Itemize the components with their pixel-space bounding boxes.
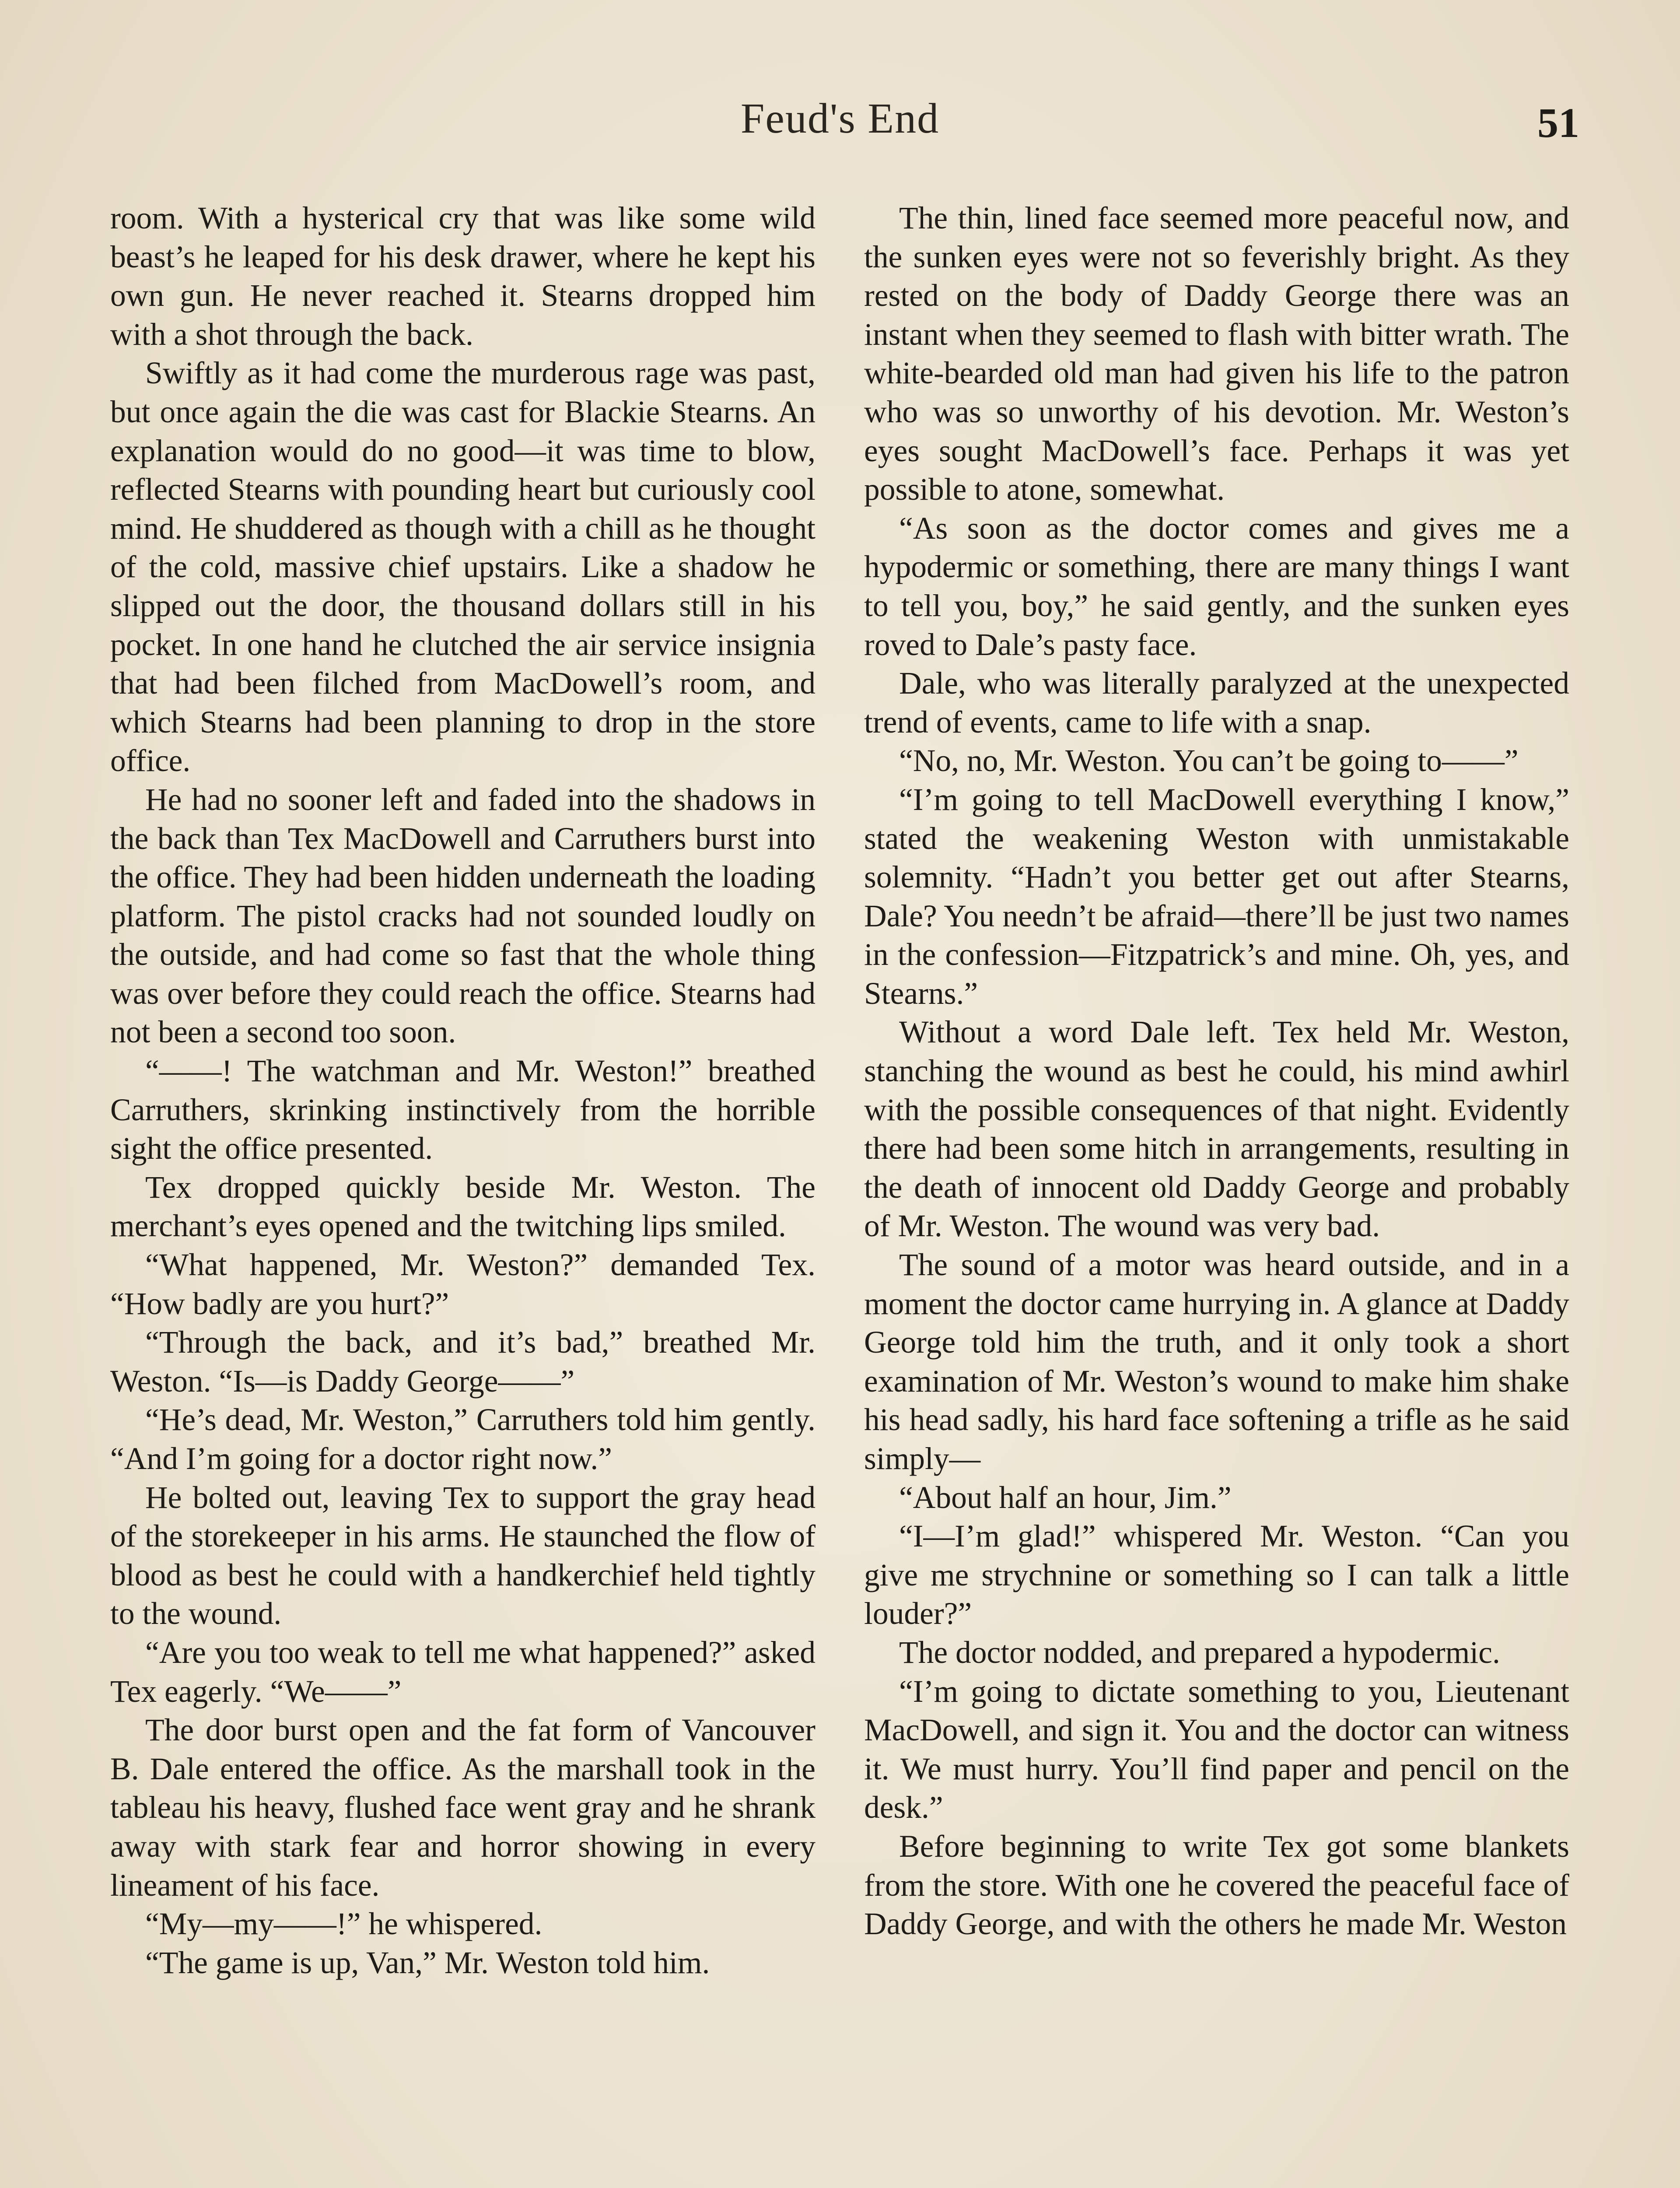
paragraph: Without a word Dale left. Tex held Mr. Weston, stanching the wound as best he could, his mind awhirl with the possible consequences of that night. Evidently there had been some hitch in arrangements, resulting in the death of innocent old Daddy George and probably of Mr. Weston. The wound was very bad.	[864, 1015, 1569, 1244]
paragraph: room. With a hysterical cry that was like some wild beast’s he leaped for his desk drawer, where he kept his own gun. He never reached it. Stearns dropped him with a shot through the back.	[110, 201, 816, 352]
paragraph: “Are you too weak to tell me what happened?” asked Tex eagerly. “We——”	[110, 1635, 816, 1709]
paragraph: “I’m going to tell MacDowell everything I know,” stated the weakening Weston with unmistakable solemnity. “Hadn’t you better get out after Stearns, Dale? You needn’t be afraid—there’ll be just two names in the confession—Fitzpatrick’s and mine. Oh, yes, and Stearns.”	[864, 782, 1569, 1011]
paragraph: Swiftly as it had come the murderous rage was past, but once again the die was cast for Blackie Stearns. An explanation would do no good—it was time to blow, reflected Stearns with pounding heart but curiously cool mind. He shuddered as though with a chill as he thought of the cold, massive chief upstairs. Like a shadow he slipped out the door, the thousand dollars still in his pocket. In one hand he clutched the air service insignia that had been filched from MacDowell’s room, and which Stearns had been planning to drop in the store office.	[110, 356, 816, 778]
paragraph: He bolted out, leaving Tex to support the gray head of the storekeeper in his arms. He staunched the flow of blood as best he could with a handkerchief held tightly to the wound.	[110, 1480, 816, 1631]
running-title: Feud's End	[740, 95, 940, 142]
paragraph: “He’s dead, Mr. Weston,” Carruthers told him gently. “And I’m going for a doctor right now.”	[110, 1403, 816, 1476]
paragraph: Before beginning to write Tex got some blankets from the store. With one he covered the peaceful face of Daddy George, and with the others he made Mr. Weston	[864, 1829, 1569, 1942]
paragraph: He had no sooner left and faded into the shadows in the back than Tex MacDowell and Carruthers burst into the office. They had been hidden underneath the loading platform. The pistol cracks had not sounded loudly on the outside, and had come so fast that the whole thing was over before they could reach the office. Stearns had not been a second too soon.	[110, 782, 816, 1050]
paragraph: The doctor nodded, and prepared a hypodermic.	[899, 1635, 1500, 1670]
page-number: 51	[1537, 99, 1579, 146]
paragraph: The sound of a motor was heard outside, and in a moment the doctor came hurrying in. A glance at Daddy George told him the truth, and it only took a short examination of Mr. Weston’s wound to make him shake his head sadly, his hard face softening a trifle as he said simply—	[864, 1248, 1569, 1476]
paragraph: “No, no, Mr. Weston. You can’t be going to——”	[899, 743, 1519, 778]
paragraph: “As soon as the doctor comes and gives me a hypodermic or something, there are many things I want to tell you, boy,” he said gently, and the sunken eyes roved to Dale’s pasty face.	[864, 511, 1569, 662]
paragraph: Dale, who was literally paralyzed at the unexpected trend of events, came to life with a snap.	[864, 666, 1569, 740]
paragraph: “The game is up, Van,” Mr. Weston told him.	[145, 1945, 710, 1980]
paragraph: Tex dropped quickly beside Mr. Weston. The merchant’s eyes opened and the twitching lips smiled.	[110, 1170, 816, 1244]
paragraph: “Through the back, and it’s bad,” breathed Mr. Weston. “Is—is Daddy George——”	[110, 1325, 816, 1399]
paragraph: “My—my——!” he whispered.	[145, 1907, 542, 1942]
left-column	[110, 199, 816, 1982]
paragraph: “I’m going to dictate something to you, Lieutenant MacDowell, and sign it. You and the doctor can witness it. We must hurry. You’ll find paper and pencil on the desk.”	[864, 1674, 1569, 1825]
right-column	[864, 199, 1569, 1944]
paragraph: The thin, lined face seemed more peaceful now, and the sunken eyes were not so feverishly bright. As they rested on the body of Daddy George there was an instant when they seemed to flash with bitter wrath. The white-bearded old man had given his life to the patron who was so unworthy of his devotion. Mr. Weston’s eyes sought MacDowell’s face. Perhaps it was yet possible to atone, somewhat.	[864, 201, 1569, 507]
paragraph: “About half an hour, Jim.”	[899, 1480, 1232, 1515]
paragraph: “I—I’m glad!” whispered Mr. Weston. “Can you give me strychnine or something so I can talk a little louder?”	[864, 1519, 1569, 1631]
paragraph: The door burst open and the fat form of Vancouver B. Dale entered the office. As the marshall took in the tableau his heavy, flushed face went gray and he shrank away with stark fear and horror showing in every lineament of his face.	[110, 1713, 816, 1903]
paragraph: “——! The watchman and Mr. Weston!” breathed Carruthers, skrinking instinctively from the horrible sight the office presented.	[110, 1054, 816, 1166]
paragraph: “What happened, Mr. Weston?” demanded Tex. “How badly are you hurt?”	[110, 1248, 816, 1321]
